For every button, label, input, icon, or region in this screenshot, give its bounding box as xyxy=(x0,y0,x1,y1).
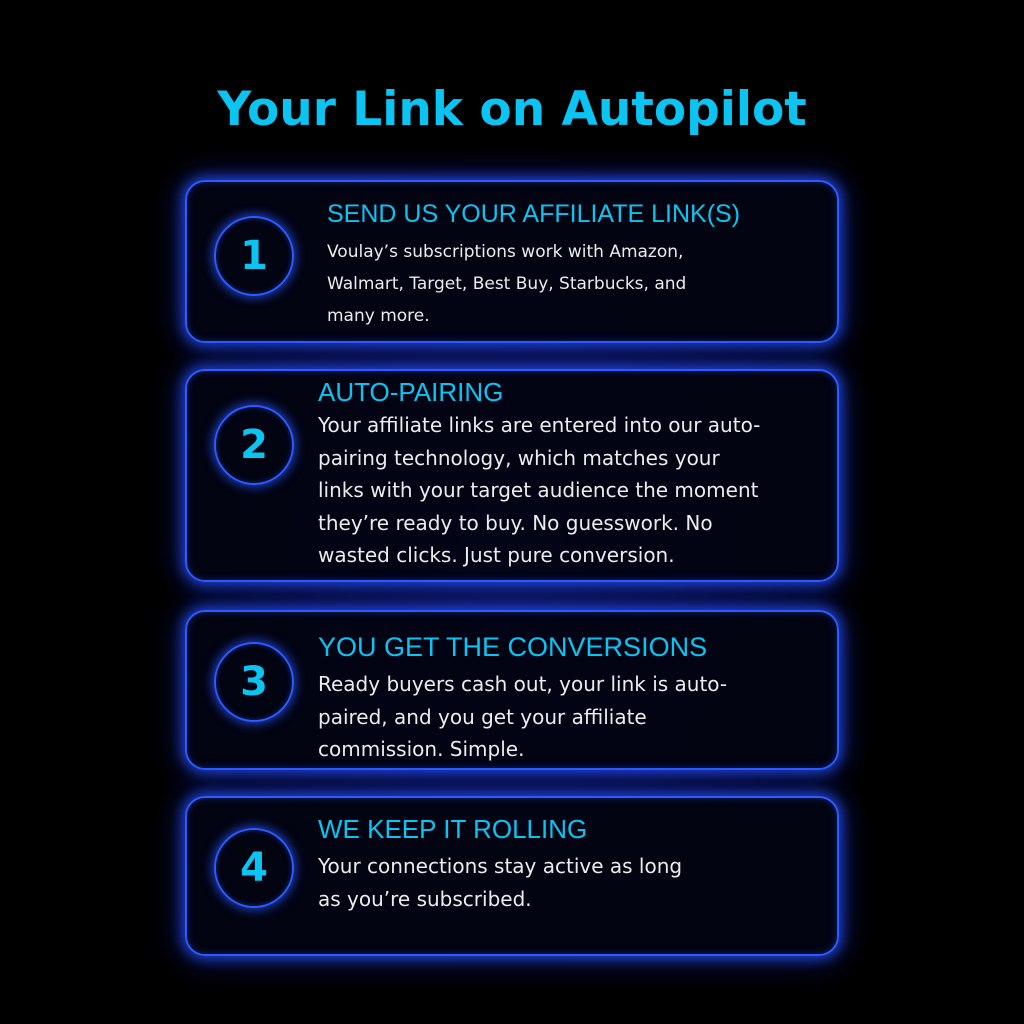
step-description-line: as you’re subscribed. xyxy=(318,886,532,911)
step-number: 1 xyxy=(240,233,268,279)
step-description-line: pairing technology, which matches your xyxy=(318,445,720,470)
step-number-circle xyxy=(214,828,294,908)
step-heading: SEND US YOUR AFFILIATE LINK(S) xyxy=(327,200,741,228)
step-description xyxy=(318,409,838,572)
page-title: Your Link on Autopilot xyxy=(217,82,807,137)
step-description-line: paired, and you get your affiliate xyxy=(318,704,647,729)
step-description-line: many more. xyxy=(327,306,430,326)
step-description xyxy=(327,236,797,332)
step-description-line: Walmart, Target, Best Buy, Starbucks, and xyxy=(327,274,687,294)
step-description-line: Your affiliate links are entered into our auto- xyxy=(318,413,761,437)
step-number: 3 xyxy=(240,659,268,705)
step-card-1 xyxy=(185,180,839,343)
step-card-3 xyxy=(185,610,839,770)
step-heading: WE KEEP IT ROLLING xyxy=(318,814,588,844)
step-number: 4 xyxy=(240,845,268,891)
step-card-2 xyxy=(185,369,839,582)
step-description-line: Your connections stay active as long xyxy=(318,854,683,878)
step-description-line: links with your target audience the moment xyxy=(318,478,759,502)
step-heading: YOU GET THE CONVERSIONS xyxy=(318,632,708,662)
step-description xyxy=(318,668,808,766)
step-description-line: they’re ready to buy. No guesswork. No xyxy=(318,510,713,535)
step-number-circle xyxy=(214,405,294,485)
step-description-line: Voulay’s subscriptions work with Amazon, xyxy=(327,242,684,262)
step-description xyxy=(318,850,778,915)
step-description-line: wasted clicks. Just pure conversion. xyxy=(318,543,675,567)
step-number: 2 xyxy=(240,422,268,468)
step-card-4 xyxy=(185,796,839,956)
step-number-circle xyxy=(214,642,294,722)
step-description-line: Ready buyers cash out, your link is auto- xyxy=(318,672,728,696)
step-description-line: commission. Simple. xyxy=(318,737,525,761)
step-number-circle xyxy=(214,216,294,296)
step-heading: AUTO-PAIRING xyxy=(318,377,504,407)
